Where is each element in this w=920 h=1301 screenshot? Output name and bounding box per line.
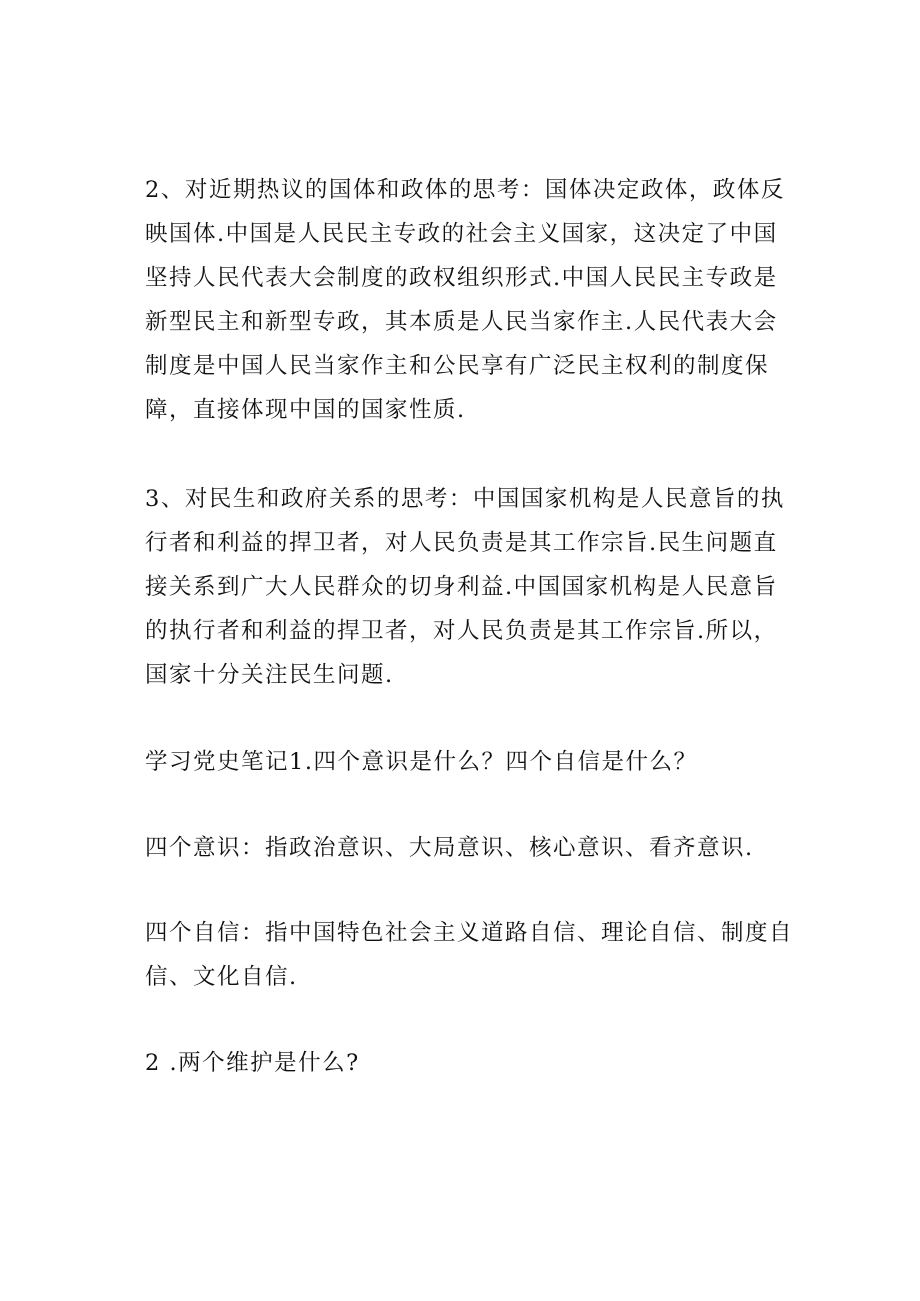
paragraph-four-consciousnesses: 四个意识：指政治意识、大局意识、核心意识、看齐意识. xyxy=(145,835,754,861)
paragraph-four-confidences: 四个自信：指中国特色社会主义道路自信、理论自信、制度自信、文化自信. xyxy=(145,920,794,990)
paragraph-two-safeguards-question: 2 .两个维护是什么? xyxy=(145,1050,360,1076)
paragraph-party-history-notes-heading: 学习党史笔记1.四个意识是什么？四个自信是什么？ xyxy=(145,749,698,775)
paragraph-livelihood-government-reflection: 3、对民生和政府关系的思考：中国国家机构是人民意旨的执行者和利益的捍卫者，对人民负责是其工作宗旨.民生问题直接关系到广大人民群众的切身利益.中国国家机构是人民意旨的执行者和利益的捍卫者，对人民负责是其工作宗旨.所以，国家十分关注民生问题. xyxy=(145,486,785,688)
paragraph-state-system-reflection: 2、对近期热议的国体和政体的思考：国体决定政体，政体反映国体.中国是人民民主专政的社会主义国家，这决定了中国坚持人民代表大会制度的政权组织形式.中国人民民主专政是新型民主和新型专政，其本质是人民当家作主.人民代表大会制度是中国人民当家作主和公民享有广泛民主权利的制度保障，直接体现中国的国家性质. xyxy=(145,177,785,423)
